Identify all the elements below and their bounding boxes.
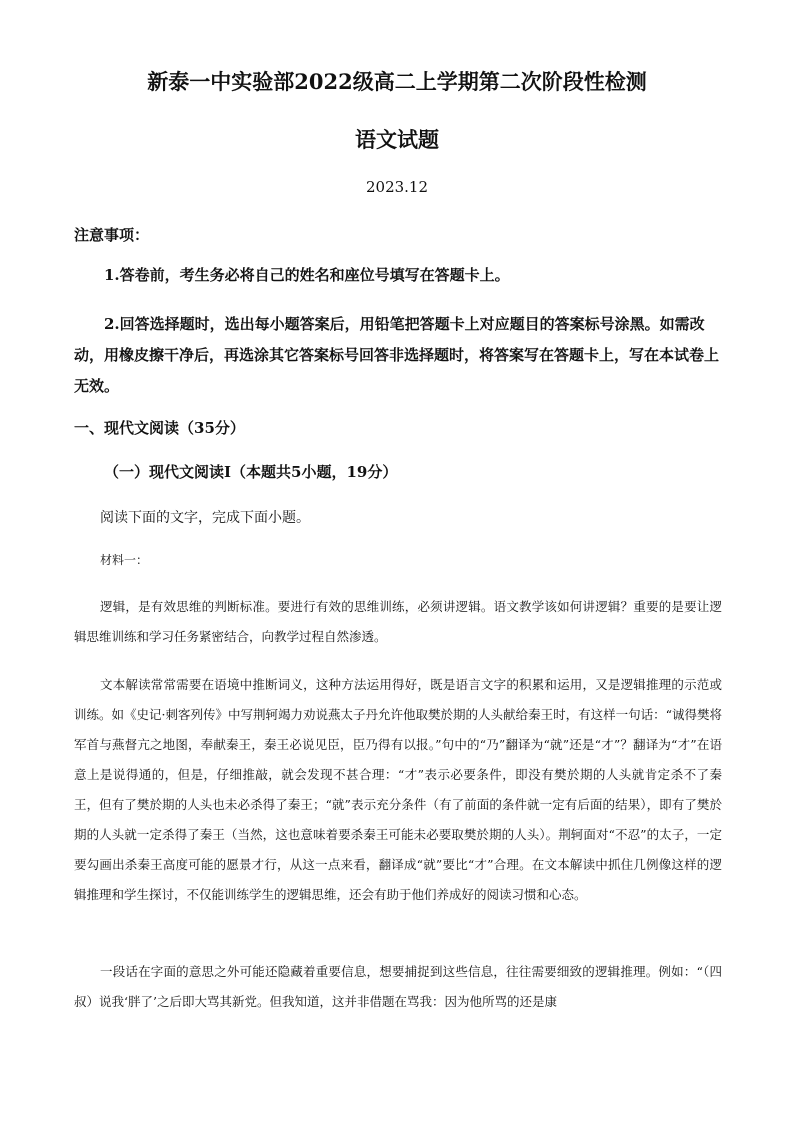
notice-item-2: 2.回答选择题时，选出每小题答案后，用铅笔把答题卡上对应题目的答案标号涂黑。如需改动，用橡皮擦干净后，再选涂其它答案标号回答非选择题时，将答案写在答题卡上，写在本试卷上无效。 xyxy=(74,315,720,395)
notice-item-1: 1.答卷前，考生务必将自己的姓名和座位号填写在答题卡上。 xyxy=(104,266,510,284)
document-title: 新泰一中实验部2022级高二上学期第二次阶段性检测 xyxy=(147,69,647,94)
document-subtitle: 语文试题 xyxy=(355,127,439,152)
section-heading: 一、现代文阅读（35分） xyxy=(74,419,245,437)
reading-instruction: 阅读下面的文字，完成下面小题。 xyxy=(100,510,310,526)
paragraph: 文本解读常常需要在语境中推断词义，这种方法运用得好，既是语言文字的积累和运用，又是逻辑推理的示范或训练。如《史记·刺客列传》中写荆轲竭力劝说燕太子丹允许他取樊於期的人头献给秦王时，有这样一句话：“诚得樊将军首与燕督亢之地图，奉献秦王，秦王必说见臣，臣乃得有以报。”句中的“乃”翻译为“就”还是“才”？翻译为“才”在语意上是说得通的，但是，仔细推敲，就会发现不甚合理：“才”表示必要条件，即没有樊於期的人头就肯定杀不了秦王，但有了樊於期的人头也未必杀得了秦王；“就”表示充分条件（有了前面的条件就一定有后面的结果），即有了樊於期的人头就一定杀得了秦王（当然，这也意味着要杀秦王可能未必要取樊於期的人头）。荆轲面对“不忍”的太子，一定要勾画出杀秦王高度可能的愿景才行，从这一点来看，翻译成“就”要比“才”合理。在文本解读中抓住几例像这样的逻辑推理和学生探讨，不仅能训练学生的逻辑思维，还会有助于他们养成好的阅读习惯和心态。 xyxy=(74,677,722,902)
exam-date: 2023.12 xyxy=(365,178,429,196)
paragraph: 一段话在字面的意思之外可能还隐藏着重要信息，想要捕捉到这些信息，往往需要细致的逻辑推理。例如：“（四叔）说我‘胖了’之后即大骂其新党。但我知道，这并非借题在骂我：因为他所骂的还是康 xyxy=(74,964,722,1009)
subsection-heading: （一）现代文阅读Ⅰ（本题共5小题，19分） xyxy=(104,463,398,481)
notice-heading: 注意事项： xyxy=(74,226,150,244)
material-label: 材料一： xyxy=(100,553,149,567)
paragraph: 逻辑，是有效思维的判断标准。要进行有效的思维训练，必须讲逻辑。语文教学该如何讲逻辑？重要的是要让逻辑思维训练和学习任务紧密结合，向教学过程自然渗透。 xyxy=(74,599,722,644)
